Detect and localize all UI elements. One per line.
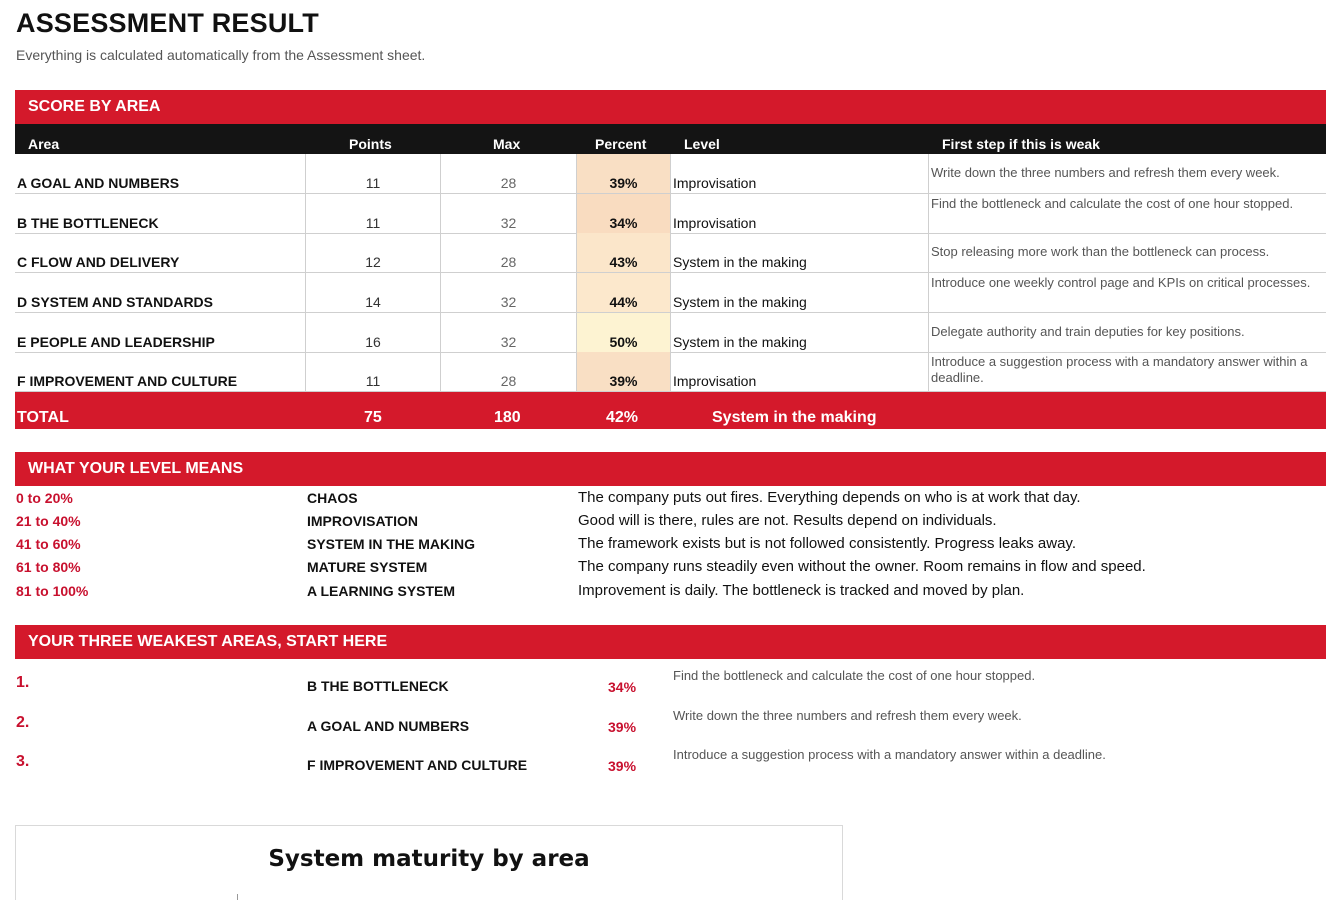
level-value: Improvisation	[673, 215, 757, 231]
step-cell: Stop releasing more work than the bottleneck can process.	[931, 244, 1270, 259]
level-description: The framework exists but is not followed consistently. Progress leaks away.	[578, 535, 1076, 552]
area-name: B THE BOTTLENECK	[17, 215, 159, 231]
area-name: F IMPROVEMENT AND CULTURE	[17, 373, 238, 389]
level-name: SYSTEM IN THE MAKING	[307, 536, 476, 552]
col-step: First step if this is weak	[942, 136, 1100, 152]
table-row	[15, 233, 1326, 273]
level-range: 21 to 40%	[16, 513, 81, 529]
max-cell	[441, 233, 577, 272]
level-cell	[671, 194, 929, 233]
level-range: 81 to 100%	[16, 583, 89, 599]
level-value: System in the making	[673, 334, 807, 350]
weak-area-step: Write down the three numbers and refresh them every week.	[673, 708, 1022, 723]
weak-area-percent: 34%	[608, 679, 637, 695]
step-cell: Write down the three numbers and refresh them every week.	[931, 165, 1280, 180]
percent-cell	[577, 273, 671, 312]
step-cell: Delegate authority and train deputies for key positions.	[931, 324, 1245, 339]
percent-cell	[577, 194, 671, 233]
max-cell	[441, 154, 577, 193]
level-name: CHAOS	[307, 490, 358, 506]
list-item	[15, 533, 1326, 556]
col-percent: Percent	[595, 136, 647, 152]
area-cell	[15, 313, 306, 352]
score-section-header	[15, 90, 1326, 124]
list-item	[15, 487, 1326, 510]
col-area: Area	[28, 136, 60, 152]
maturity-chart[interactable]	[15, 825, 843, 900]
points-value: 11	[365, 175, 381, 191]
list-item	[15, 739, 1326, 779]
percent-value: 50%	[609, 334, 638, 350]
max-cell	[441, 313, 577, 352]
percent-cell	[577, 233, 671, 272]
points-value: 11	[365, 373, 381, 389]
area-cell	[15, 273, 306, 312]
weakest-section-header	[15, 625, 1326, 659]
points-value: 14	[365, 294, 381, 310]
total-row	[15, 392, 1326, 429]
area-name: E PEOPLE AND LEADERSHIP	[17, 334, 215, 350]
level-description: The company runs steadily even without the owner. Room remains in flow and speed.	[578, 558, 1146, 575]
weak-area-step: Introduce a suggestion process with a mandatory answer within a deadline.	[673, 747, 1106, 762]
level-cell	[671, 313, 929, 352]
chart-title: System maturity by area	[268, 846, 590, 872]
page-subtitle: Everything is calculated automatically from the Assessment sheet.	[16, 47, 426, 63]
points-cell	[306, 313, 441, 352]
weak-area-name: F IMPROVEMENT AND CULTURE	[307, 757, 528, 773]
percent-value: 39%	[609, 175, 638, 191]
percent-value: 44%	[609, 294, 638, 310]
max-value: 32	[500, 294, 517, 310]
level-description: Good will is there, rules are not. Results depend on individuals.	[578, 512, 997, 529]
list-item	[15, 660, 1326, 700]
percent-cell	[577, 154, 671, 193]
level-description: The company puts out fires. Everything depends on who is at work that day.	[578, 489, 1081, 506]
level-value: System in the making	[673, 294, 807, 310]
rank-number: 2.	[16, 714, 30, 731]
area-name: C FLOW AND DELIVERY	[17, 254, 180, 270]
total-label: TOTAL	[17, 409, 69, 426]
area-cell	[15, 154, 306, 193]
rank-number: 1.	[16, 674, 30, 691]
col-level: Level	[684, 136, 720, 152]
list-item	[15, 700, 1326, 740]
points-cell	[306, 154, 441, 193]
step-cell: Find the bottleneck and calculate the cost of one hour stopped.	[931, 196, 1294, 211]
table-row	[15, 154, 1326, 194]
page-title: ASSESSMENT RESULT	[16, 8, 319, 38]
score-table-header	[15, 124, 1326, 154]
level-cell	[671, 233, 929, 272]
level-cell	[671, 154, 929, 193]
level-name: MATURE SYSTEM	[307, 559, 428, 575]
max-value: 32	[500, 215, 517, 231]
percent-value: 34%	[609, 215, 638, 231]
levels-section-title: WHAT YOUR LEVEL MEANS	[28, 460, 244, 477]
area-name: A GOAL AND NUMBERS	[17, 175, 180, 191]
level-value: Improvisation	[673, 373, 757, 389]
max-value: 28	[500, 373, 517, 389]
level-cell	[671, 273, 929, 312]
step-cell: Introduce one weekly control page and KPIs on critical processes.	[931, 275, 1311, 290]
max-cell	[441, 194, 577, 233]
max-value: 28	[500, 254, 517, 270]
weak-area-name: A GOAL AND NUMBERS	[307, 718, 470, 734]
max-cell	[441, 352, 577, 391]
points-cell	[306, 194, 441, 233]
points-value: 16	[365, 334, 381, 350]
area-name: D SYSTEM AND STANDARDS	[17, 294, 214, 310]
max-value: 28	[500, 175, 517, 191]
weak-area-percent: 39%	[608, 719, 637, 735]
level-range: 61 to 80%	[16, 559, 81, 575]
points-value: 11	[365, 215, 381, 231]
list-item	[15, 580, 1326, 603]
rank-number: 3.	[16, 753, 30, 770]
area-cell	[15, 194, 306, 233]
table-row	[15, 313, 1326, 353]
points-cell	[306, 273, 441, 312]
weak-area-percent: 39%	[608, 758, 637, 774]
list-item	[15, 556, 1326, 579]
percent-cell	[577, 313, 671, 352]
weakest-section-title: YOUR THREE WEAKEST AREAS, START HERE	[28, 633, 388, 650]
total-percent: 42%	[606, 409, 639, 426]
col-max: Max	[493, 136, 521, 152]
table-row	[15, 273, 1326, 313]
max-value: 32	[500, 334, 517, 350]
level-description: Improvement is daily. The bottleneck is tracked and moved by plan.	[578, 582, 1025, 599]
percent-cell	[577, 352, 671, 391]
levels-section-header	[15, 452, 1326, 486]
table-row	[15, 352, 1326, 392]
area-cell	[15, 352, 306, 391]
points-cell	[306, 233, 441, 272]
weak-area-name: B THE BOTTLENECK	[307, 678, 449, 694]
max-cell	[441, 273, 577, 312]
total-points: 75	[364, 409, 382, 426]
level-range: 0 to 20%	[16, 490, 73, 506]
chart-axis	[237, 894, 238, 900]
area-cell	[15, 233, 306, 272]
list-item	[15, 510, 1326, 533]
total-max: 180	[494, 409, 521, 426]
total-level: System in the making	[712, 409, 877, 426]
score-section-title: SCORE BY AREA	[28, 98, 161, 115]
weak-area-step: Find the bottleneck and calculate the cost of one hour stopped.	[673, 668, 1036, 683]
points-cell	[306, 352, 441, 391]
table-row	[15, 194, 1326, 234]
step-cell: Introduce a suggestion process with a mandatory answer within a deadline.	[931, 354, 1308, 385]
level-range: 41 to 60%	[16, 536, 81, 552]
points-value: 12	[365, 254, 381, 270]
level-name: IMPROVISATION	[307, 513, 418, 529]
level-name: A LEARNING SYSTEM	[307, 583, 456, 599]
level-value: Improvisation	[673, 175, 757, 191]
percent-value: 43%	[609, 254, 638, 270]
level-value: System in the making	[673, 254, 807, 270]
col-points: Points	[349, 136, 392, 152]
level-cell	[671, 352, 929, 391]
percent-value: 39%	[609, 373, 638, 389]
